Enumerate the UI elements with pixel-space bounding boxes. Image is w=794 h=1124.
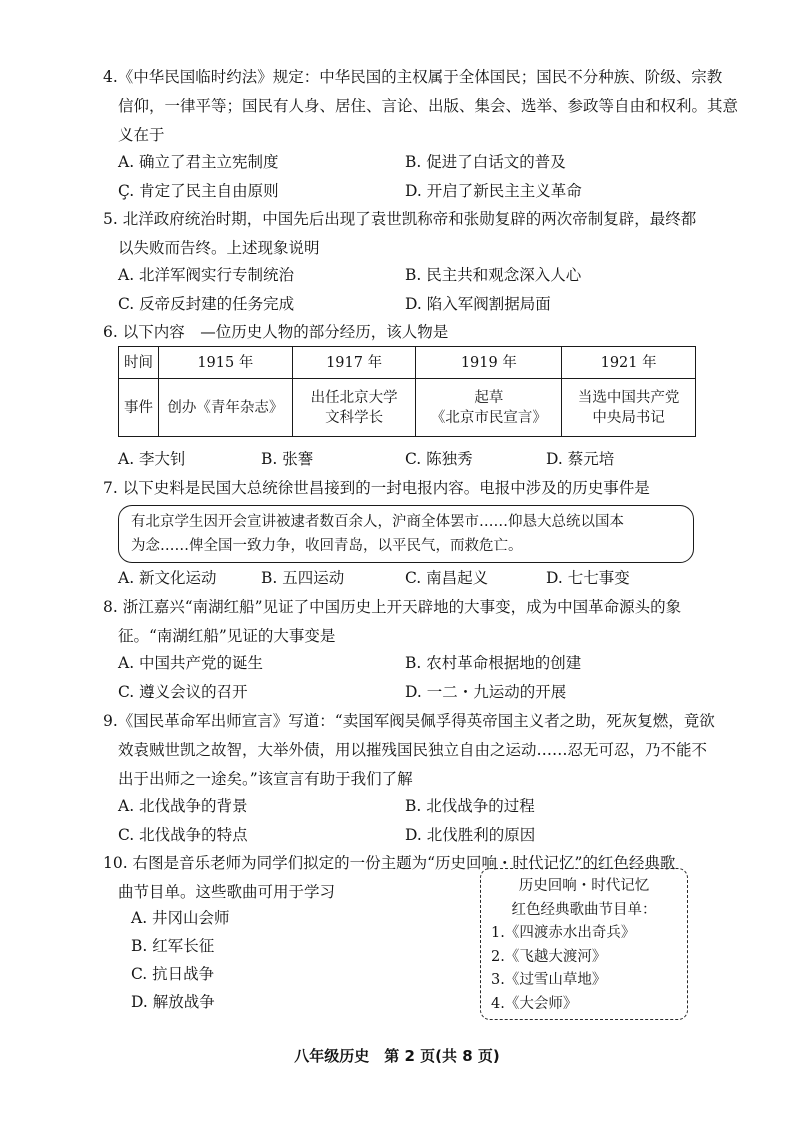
event-cell [292, 379, 416, 437]
page-footer: 八年级历史 第 2 页(共 8 页) [294, 1047, 500, 1065]
q4-option-d[interactable]: D. 开启了新民主主义革命 [405, 182, 582, 200]
q8-stem-line-1: 8. 浙江嘉兴“南湖红船”见证了中国历史上开天辟地的大事变，成为中国革命源头的象 [103, 598, 682, 616]
q10-option-b[interactable]: B. 红军长征 [131, 937, 215, 955]
q6-option-a[interactable]: A. 李大钊 [118, 450, 186, 468]
q7-option-d[interactable]: D. 七七事变 [546, 569, 630, 587]
q7-option-b[interactable]: B. 五四运动 [261, 569, 345, 587]
quote-line: 有北京学生因开会宣讲被逮者数百余人，沪商全体罢市……仰恳大总统以国本 [131, 514, 624, 530]
q8-option-c[interactable]: C. 遵义会议的召开 [118, 683, 248, 701]
q6-stem: 6. 以下内容 —位历史人物的部分经历，该人物是 [103, 323, 449, 341]
q7-telegram-quote [118, 505, 694, 563]
q7-option-a[interactable]: A. 新文化运动 [118, 569, 217, 587]
year-cell: 1915 年 [158, 347, 292, 379]
row-header-event: 事件 [119, 379, 159, 437]
q9-option-b[interactable]: B. 北伐战争的过程 [405, 797, 535, 815]
quote-line: 为念……俾全国一致力争，收回青岛，以平民气，而救危亡。 [131, 538, 523, 554]
q5-option-d[interactable]: D. 陷入军阀割据局面 [405, 295, 551, 313]
q4-option-b[interactable]: B. 促进了白话文的普及 [405, 153, 566, 171]
row-header-time: 时间 [119, 347, 159, 379]
q8-option-b[interactable]: B. 农村革命根据地的创建 [405, 654, 582, 672]
program-title: 历史回响・时代记忆 [518, 878, 650, 894]
event-text: 《北京市民宣言》 [430, 409, 547, 426]
q6-option-c[interactable]: C. 陈独秀 [405, 450, 473, 468]
q5-option-c[interactable]: C. 反帝反封建的任务完成 [118, 295, 295, 313]
table-row [119, 379, 696, 437]
event-cell [562, 379, 696, 437]
event-cell [158, 379, 292, 437]
year-cell: 1917 年 [292, 347, 416, 379]
event-text: 文科学长 [325, 409, 384, 426]
q9-option-c[interactable]: C. 北伐战争的特点 [118, 826, 248, 844]
event-cell [416, 379, 562, 437]
event-text: 起草 [474, 389, 504, 406]
song-item: 4.《大会师》 [491, 995, 578, 1012]
q4-option-a[interactable]: A. 确立了君主立宪制度 [118, 153, 279, 171]
q7-stem: 7. 以下史料是民国大总统徐世昌接到的一封电报内容。电报中涉及的历史事件是 [103, 479, 650, 497]
song-item: 2.《飞越大渡河》 [491, 948, 607, 965]
q10-option-c[interactable]: C. 抗日战争 [131, 965, 215, 983]
song-item: 3.《过雪山草地》 [491, 972, 607, 988]
event-text: 当选中国共产党 [577, 389, 680, 406]
q4-stem-line-1: 4.《中华民国临时约法》规定：中华民国的主权属于全体国民；国民不分种族、阶级、宗教 [103, 68, 723, 86]
q8-stem-line-2: 征。“南湖红船”见证的大事变是 [118, 627, 336, 645]
q9-stem-line-3: 出于出师之一途矣。”该宣言有助于我们了解 [118, 770, 413, 788]
q4-option-c[interactable]: Ç. 肯定了民主自由原则 [118, 182, 279, 200]
year-cell: 1919 年 [416, 347, 562, 379]
q9-option-d[interactable]: D. 北伐胜利的原因 [405, 826, 536, 844]
q10-stem-line-1: 10. 右图是音乐老师为同学们拟定的一份主题为“历史回响・时代记忆”的红色经典歌 [103, 854, 676, 872]
q9-stem-line-1: 9.《国民革命军出师宣言》写道：“卖国军阀吴佩孚得英帝国主义者之助，死灰复燃，竟欲 [103, 712, 715, 730]
q10-option-d[interactable]: D. 解放战争 [131, 993, 215, 1011]
event-text: 创办《青年杂志》 [167, 399, 284, 416]
q10-stem-line-2: 曲节目单。这些歌曲可用于学习 [118, 883, 336, 901]
q4-stem-line-2: 信仰，一律平等；国民有人身、居住、言论、出版、集会、选举、参政等自由和权利。其意 [118, 97, 739, 115]
year-cell: 1921 年 [562, 347, 696, 379]
q8-option-a[interactable]: A. 中国共产党的诞生 [118, 654, 264, 672]
q10-song-program-box [480, 868, 688, 1020]
q6-option-d[interactable]: D. 蔡元培 [546, 450, 615, 468]
event-text: 出任北京大学 [310, 389, 398, 406]
q5-option-b[interactable]: B. 民主共和观念深入人心 [405, 266, 582, 284]
q5-option-a[interactable]: A. 北洋军阀实行专制统治 [118, 266, 295, 284]
q8-option-d[interactable]: D. 一二・九运动的开展 [405, 683, 567, 701]
song-item: 1.《四渡赤水出奇兵》 [491, 925, 636, 941]
table-row [119, 347, 696, 379]
q10-option-a[interactable]: A. 井冈山会师 [131, 909, 230, 927]
q5-stem-line-1: 5. 北洋政府统治时期，中国先后出现了袁世凯称帝和张勋复辟的两次帝制复辟，最终都 [103, 210, 697, 228]
program-subtitle: 红色经典歌曲节目单： [511, 901, 657, 918]
event-text: 中央局书记 [592, 409, 665, 426]
q6-timeline-table [118, 346, 696, 437]
q6-option-b[interactable]: B. 张謇 [261, 450, 314, 468]
q9-option-a[interactable]: A. 北伐战争的背景 [118, 797, 248, 815]
q5-stem-line-2: 以失败而告终。上述现象说明 [118, 239, 320, 257]
q7-option-c[interactable]: C. 南昌起义 [405, 569, 489, 587]
q4-stem-line-3: 义在于 [118, 126, 165, 144]
q9-stem-line-2: 效袁贼世凯之故智，大举外债，用以摧残国民独立自由之运动……忍无可忍，乃不能不 [118, 741, 708, 759]
